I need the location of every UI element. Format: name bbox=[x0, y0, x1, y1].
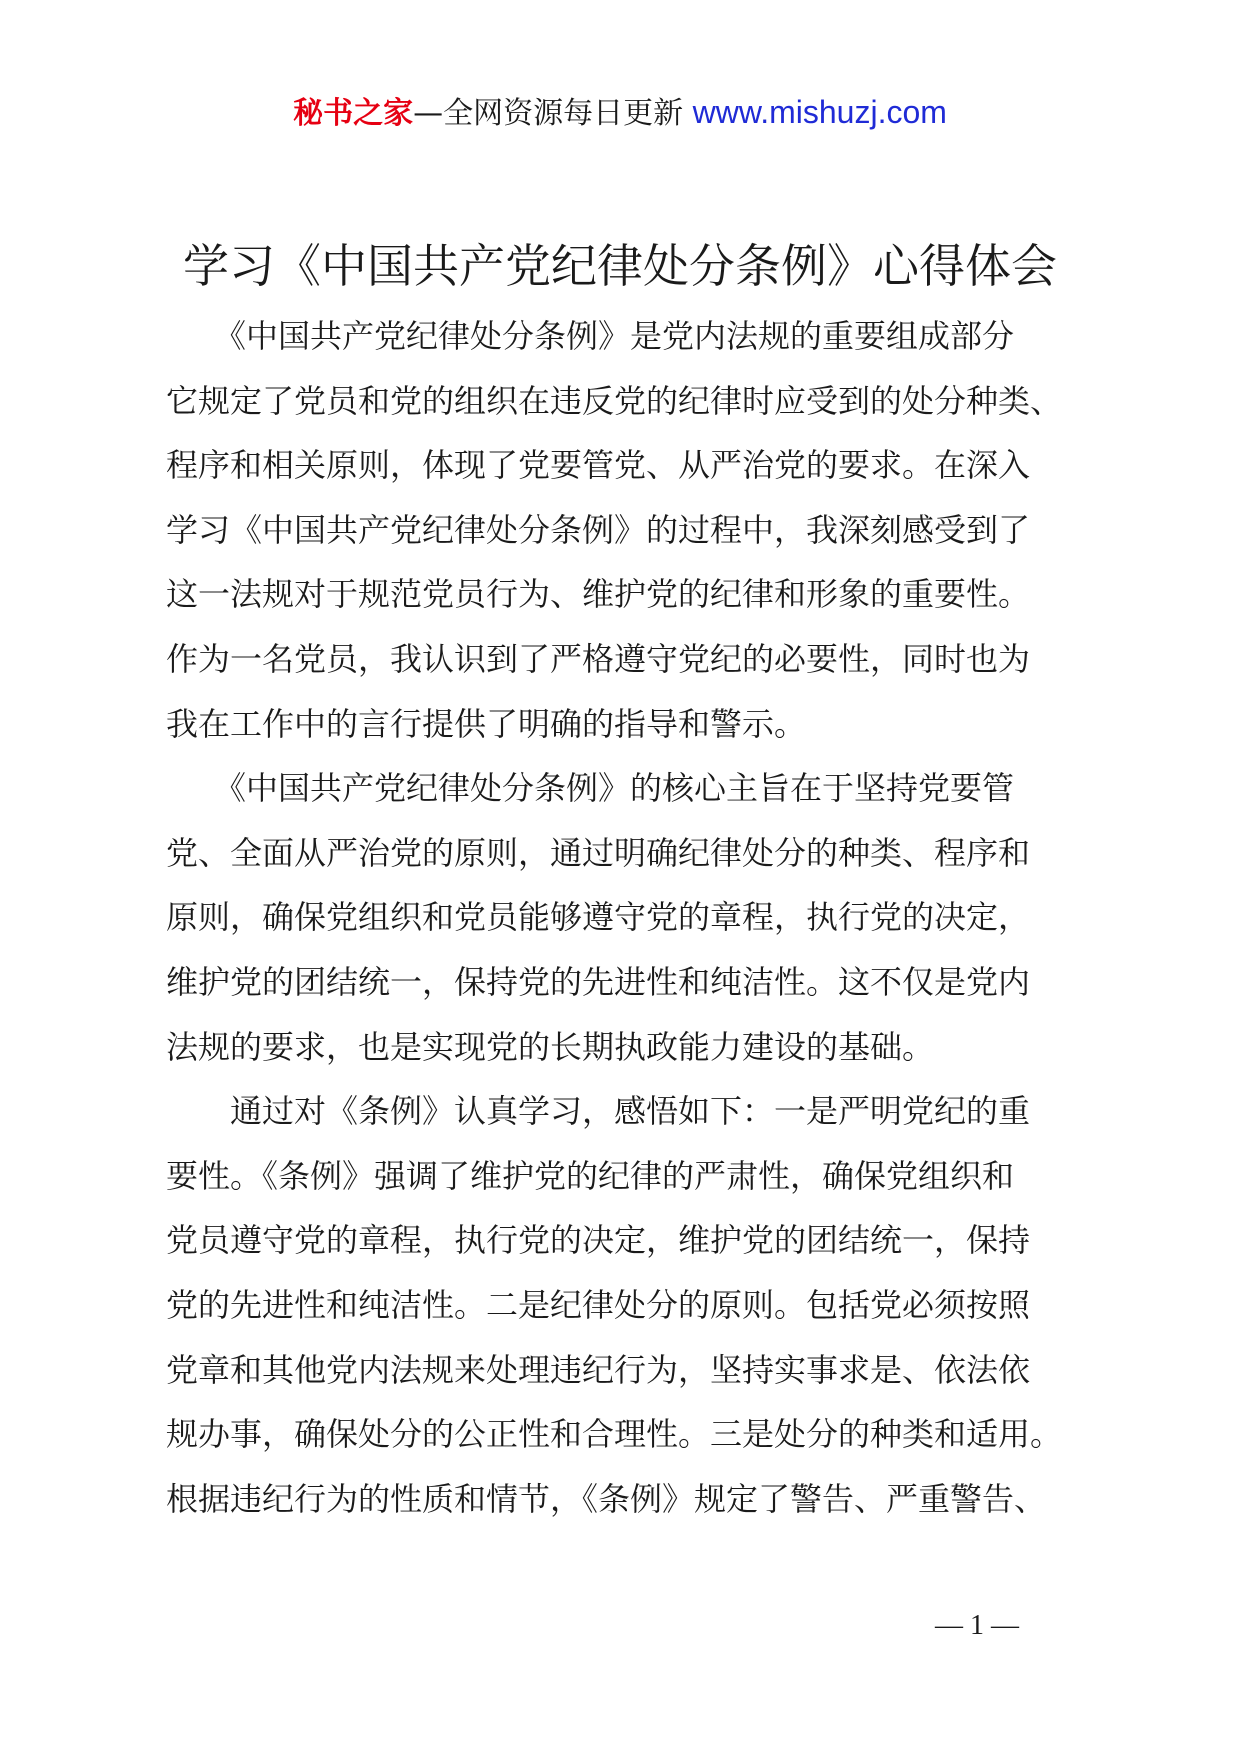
body-line: 党的先进性和纯洁性。二是纪律处分的原则。包括党必须按照 bbox=[166, 1285, 1031, 1324]
body-line: 《中国共产党纪律处分条例》是党内法规的重要组成部分 bbox=[166, 317, 1015, 355]
document-title: 学习《中国共产党纪律处分条例》心得体会 bbox=[183, 239, 1057, 293]
body-line: 要性。《条例》强调了维护党的纪律的严肃性，确保党组织和 bbox=[166, 1156, 1015, 1195]
body-line: 学习《中国共产党纪律处分条例》的过程中，我深刻感受到了 bbox=[166, 510, 1031, 549]
body-line: 党章和其他党内法规来处理违纪行为，坚持实事求是、依法依 bbox=[166, 1350, 1031, 1389]
body-line: 作为一名党员，我认识到了严格遵守党纪的必要性，同时也为 bbox=[166, 639, 1031, 678]
body-line: 它规定了党员和党的组织在违反党的纪律时应受到的处分种类、 bbox=[166, 381, 1063, 420]
body-line: 维护党的团结统一，保持党的先进性和纯洁性。这不仅是党内 bbox=[166, 962, 1031, 1001]
body-line: 《中国共产党纪律处分条例》的核心主旨在于坚持党要管 bbox=[166, 769, 1015, 808]
site-url-link[interactable]: www.mishuzj.com bbox=[692, 94, 947, 130]
header-slogan: —全网资源每日更新 bbox=[413, 96, 684, 131]
brand-name: 秘书之家 bbox=[293, 96, 414, 131]
body-line: 法规的要求，也是实现党的长期执政能力建设的基础。 bbox=[166, 1027, 935, 1066]
body-line: 党、全面从严治党的原则，通过明确纪律处分的种类、程序和 bbox=[166, 833, 1031, 872]
body-line: 程序和相关原则，体现了党要管党、从严治党的要求。在深入 bbox=[166, 446, 1031, 485]
body-line: 原则，确保党组织和党员能够遵守党的章程，执行党的决定， bbox=[166, 898, 1031, 937]
body-line: 这一法规对于规范党员行为、维护党的纪律和形象的重要性。 bbox=[166, 575, 1031, 614]
page-number: — 1 — bbox=[935, 1610, 1019, 1641]
body-line: 通过对《条例》认真学习，感悟如下：一是严明党纪的重 bbox=[166, 1092, 1031, 1131]
document-body bbox=[166, 304, 1116, 1531]
body-line: 规办事，确保处分的公正性和合理性。三是处分的种类和适用。 bbox=[166, 1415, 1063, 1454]
body-line: 我在工作中的言行提供了明确的指导和警示。 bbox=[166, 704, 807, 743]
site-header bbox=[0, 92, 1240, 134]
body-line: 党员遵守党的章程，执行党的决定，维护党的团结统一，保持 bbox=[166, 1221, 1031, 1260]
body-line: 根据违纪行为的性质和情节，《条例》规定了警告、严重警告、 bbox=[166, 1479, 1047, 1518]
